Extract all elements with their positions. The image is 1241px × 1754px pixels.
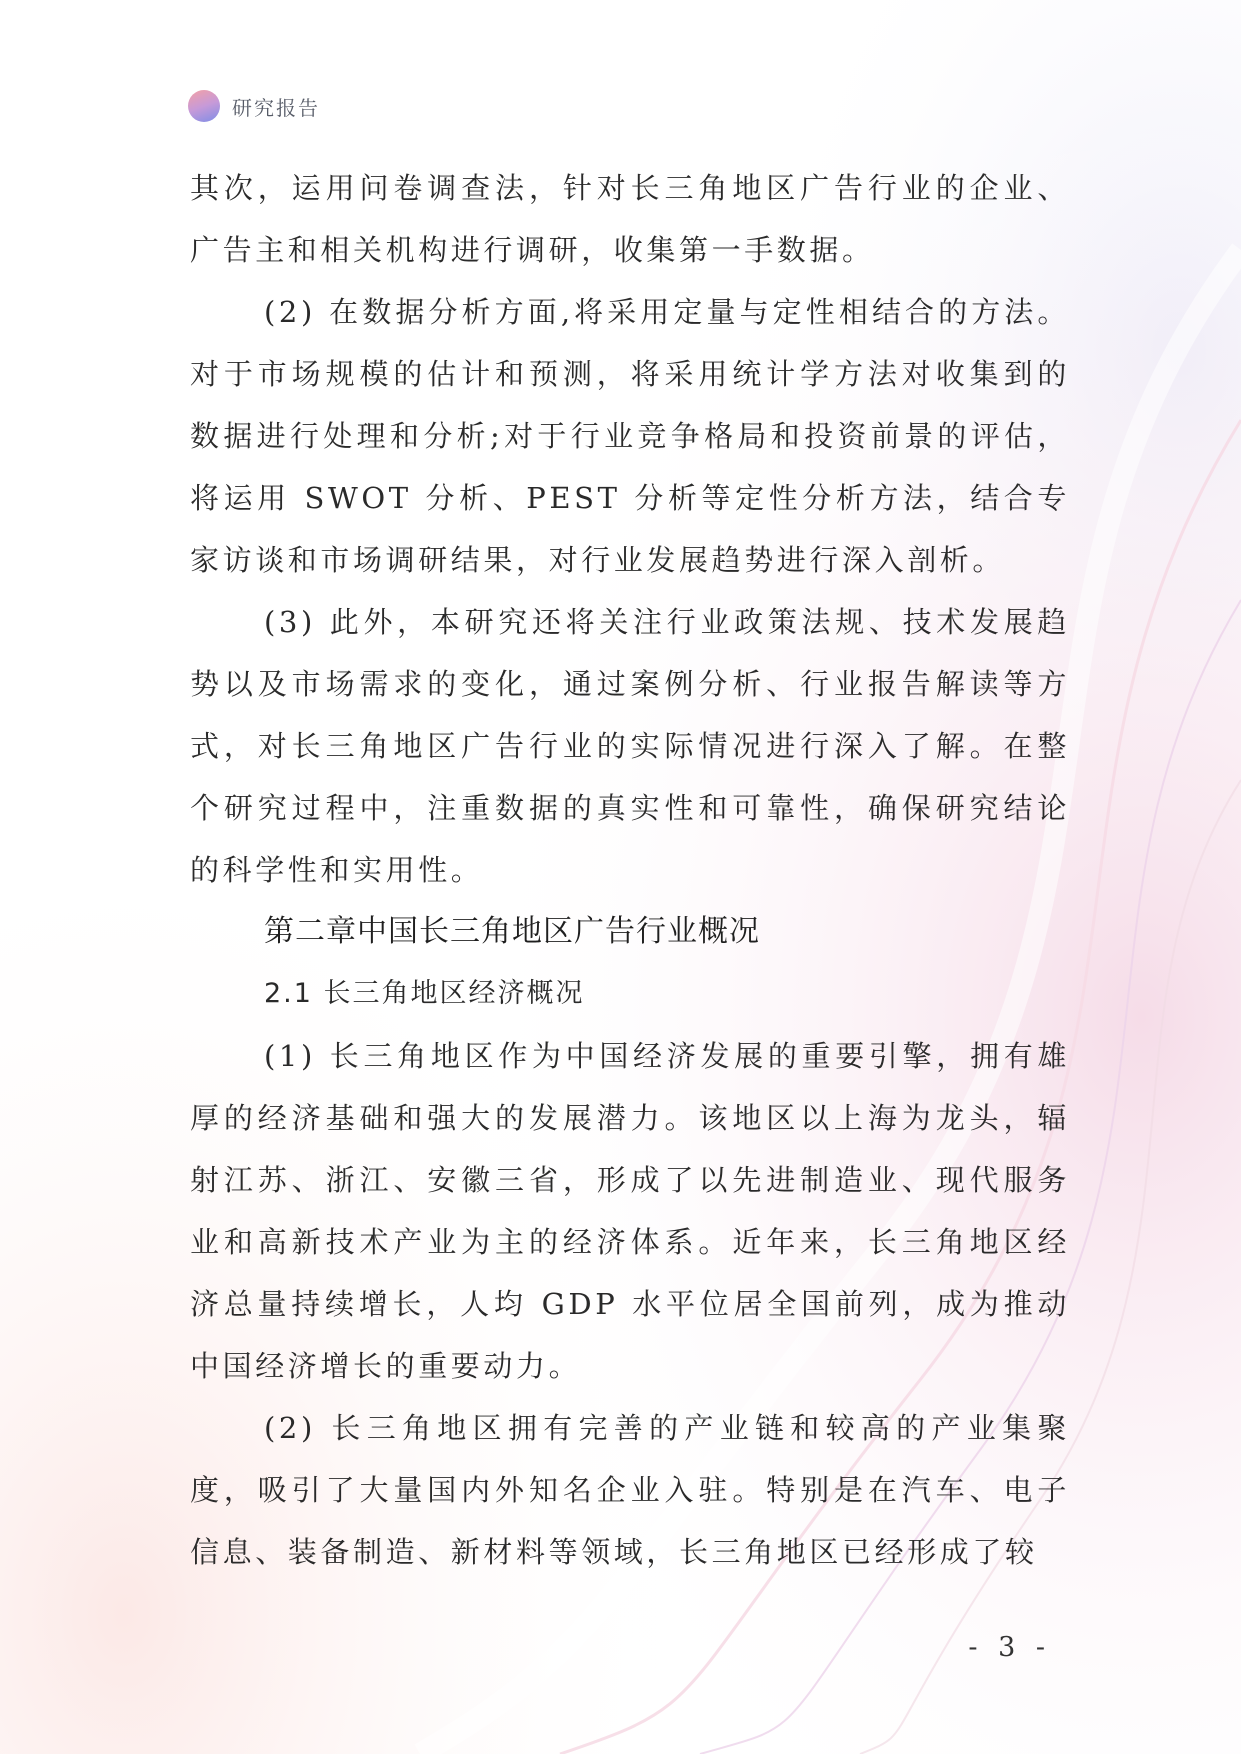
gradient-circle-logo-icon [188,90,220,122]
document-body [190,157,1070,1583]
header-title: 研究报告 [232,95,320,120]
body-paragraph: 其次，运用问卷调查法，针对长三角地区广告行业的企业、广告主和相关机构进行调研，收集第一手数据。 [190,171,1070,267]
page-header [188,89,320,123]
body-paragraph: (1) 长三角地区作为中国经济发展的重要引擎，拥有雄厚的经济基础和强大的发展潜力。该地区以上海为龙头，辐射江苏、浙江、安徽三省，形成了以先进制造业、现代服务业和高新技术产业为主的经济体系。近年来，长三角地区经济总量持续增长，人均 GDP 水平位居全国前列，成为推动中国经济增长的重要动力。 [190,1039,1070,1383]
body-paragraph: (2) 在数据分析方面,将采用定量与定性相结合的方法。对于市场规模的估计和预测，将采用统计学方法对收集到的数据进行处理和分析;对于行业竞争格局和投资前景的评估，将运用 SWOT 分析、PEST 分析等定性分析方法，结合专家访谈和市场调研结果，对行业发展趋势进行深入剖析。 [190,295,1070,577]
section-title: 2.1 长三角地区经济概况 [264,978,585,1009]
body-paragraph: (2) 长三角地区拥有完善的产业链和较高的产业集聚度，吸引了大量国内外知名企业入驻。特别是在汽车、电子信息、装备制造、新材料等领域，长三角地区已经形成了较 [190,1411,1070,1569]
page-number: - 3 - [968,1632,1051,1663]
body-paragraph: (3) 此外，本研究还将关注行业政策法规、技术发展趋势以及市场需求的变化，通过案例分析、行业报告解读等方式，对长三角地区广告行业的实际情况进行深入了解。在整个研究过程中，注重数据的真实性和可靠性，确保研究结论的科学性和实用性。 [190,605,1070,887]
chapter-title: 第二章中国长三角地区广告行业概况 [264,914,760,949]
